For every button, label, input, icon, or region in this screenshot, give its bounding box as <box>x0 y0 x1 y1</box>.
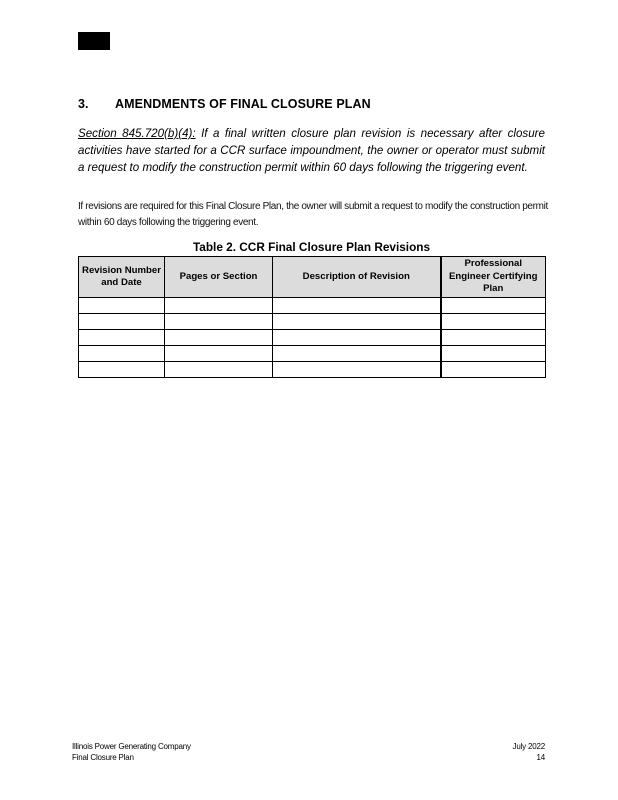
footer-right <box>513 741 545 763</box>
footer-date: July 2022 <box>512 742 545 751</box>
section-number: 3. <box>78 97 89 111</box>
header-revision-number: Revision Number and Date <box>79 257 165 298</box>
table-cell <box>273 346 441 362</box>
revisions-table <box>78 256 546 378</box>
redaction-block <box>78 32 110 50</box>
table-cell <box>79 330 165 346</box>
header-pe-certifying: Professional Engineer Certifying Plan <box>441 257 546 298</box>
table-header-row <box>79 257 546 298</box>
table-cell <box>273 330 441 346</box>
footer-page-number: 14 <box>536 753 545 762</box>
footer-document: Final Closure Plan <box>72 753 134 762</box>
table-cell <box>441 298 546 314</box>
footer-left <box>72 741 191 763</box>
table-cell <box>165 346 273 362</box>
table-title: Table 2. CCR Final Closure Plan Revisions <box>192 240 431 254</box>
table-cell <box>79 314 165 330</box>
header-pages-section: Pages or Section <box>165 257 273 298</box>
footer-company: Illinois Power Generating Company <box>72 742 191 751</box>
body-paragraph: If revisions are required for this Final Closure Plan, the owner will submit a request to modify the construction permit within 60 days following the triggering event. <box>78 201 548 228</box>
table-cell <box>79 362 165 378</box>
regulation-quote <box>78 125 545 176</box>
table-cell <box>79 298 165 314</box>
header-description: Description of Revision <box>273 257 441 298</box>
table-row <box>79 330 546 346</box>
table-row <box>79 314 546 330</box>
table-cell <box>441 330 546 346</box>
section-title: AMENDMENTS OF FINAL CLOSURE PLAN <box>115 97 371 111</box>
table-row <box>79 362 546 378</box>
table-cell <box>165 298 273 314</box>
section-heading <box>78 97 371 111</box>
regulation-text: If a final written closure plan revision is necessary after closure activities have started for a CCR surface impoundment, the owner or operator must submit a request to modify the construction permit within 60 days following the triggering event. <box>78 127 545 174</box>
table-cell <box>441 314 546 330</box>
table-cell <box>273 362 441 378</box>
table-cell <box>79 346 165 362</box>
table-cell <box>273 314 441 330</box>
regulation-citation: Section 845.720(b)(4): <box>78 127 196 140</box>
table-cell <box>165 330 273 346</box>
table-cell <box>441 362 546 378</box>
table-cell <box>165 314 273 330</box>
table-cell <box>273 298 441 314</box>
table-cell <box>441 346 546 362</box>
table-row <box>79 298 546 314</box>
table-cell <box>165 362 273 378</box>
table-row <box>79 346 546 362</box>
